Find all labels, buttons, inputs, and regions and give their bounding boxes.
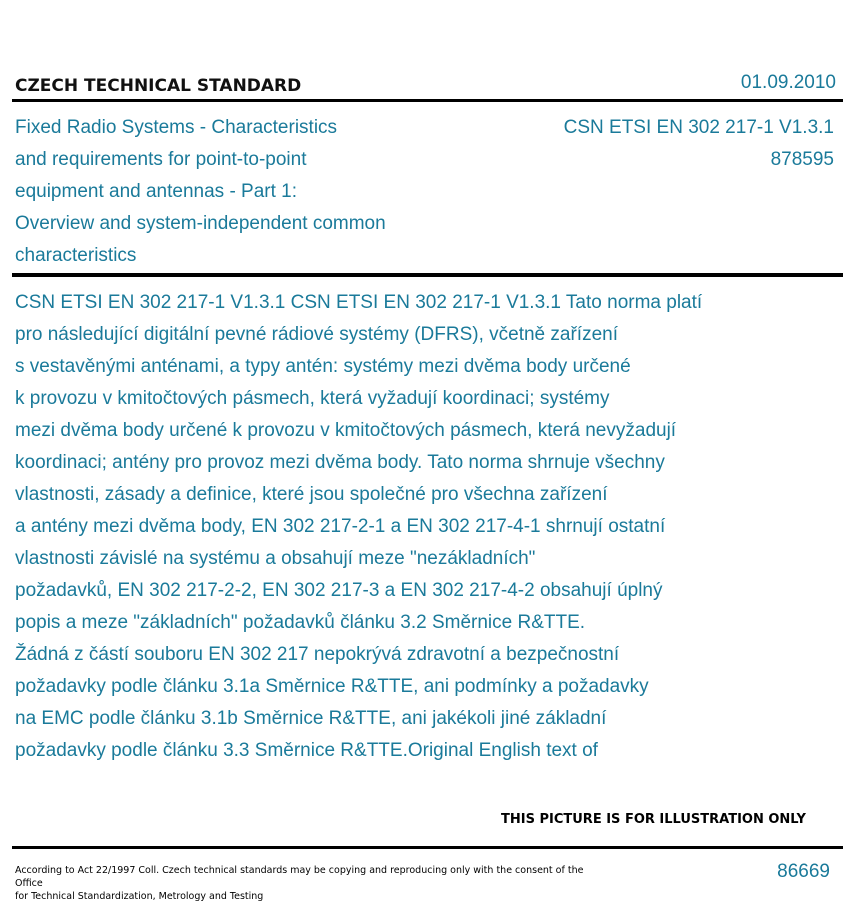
abstract-line: mezi dvěma body určené k provozu v kmitočtových pásmech, která nevyžadují <box>15 420 677 441</box>
standard-identifier <box>564 112 834 176</box>
document-id: 86669 <box>777 861 830 882</box>
footer-divider <box>12 846 843 849</box>
title-line: equipment and antennas - Part 1: <box>15 181 298 202</box>
copyright-line: for Technical Standardization, Metrology and Testing <box>15 891 264 902</box>
standard-title <box>15 112 455 272</box>
title-divider <box>12 273 843 277</box>
abstract-line: požadavky podle článku 3.1a Směrnice R&TTE, ani podmínky a požadavky <box>15 676 649 697</box>
abstract-line: popis a meze "základních" požadavků článku 3.2 Směrnice R&TTE. <box>15 612 586 633</box>
abstract-line: vlastnosti, zásady a definice, které jsou společné pro všechna zařízení <box>15 484 608 505</box>
standard-code: CSN ETSI EN 302 217-1 V1.3.1 <box>563 117 834 138</box>
abstract-line: s vestavěnými anténami, a typy antén: systémy mezi dvěma body určené <box>15 356 631 377</box>
publication-date: 01.09.2010 <box>740 72 836 93</box>
copyright-note <box>15 864 595 903</box>
abstract-line: k provozu v kmitočtových pásmech, která vyžadují koordinaci; systémy <box>15 388 610 409</box>
abstract-line: na EMC podle článku 3.1b Směrnice R&TTE, ani jakékoli jiné základní <box>15 708 607 729</box>
title-line: Overview and system-independent common <box>15 213 386 234</box>
abstract-line: požadavky podle článku 3.3 Směrnice R&TTE.Original English text of <box>15 740 598 761</box>
abstract-line: vlastnosti závislé na systému a obsahují meze "nezákladních" <box>15 548 536 569</box>
abstract-line: požadavků, EN 302 217-2-2, EN 302 217-3 a EN 302 217-4-2 obsahují úplný <box>15 580 663 601</box>
header-divider <box>12 99 843 102</box>
standard-abstract <box>15 287 815 767</box>
abstract-line: a antény mezi dvěma body, EN 302 217-2-1 a EN 302 217-4-1 shrnují ostatní <box>15 516 666 537</box>
copyright-line: According to Act 22/1997 Coll. Czech technical standards may be copying and reproducing only with the consent of the Office <box>15 865 584 889</box>
title-line: characteristics <box>15 245 137 266</box>
abstract-line: pro následující digitální pevné rádiové systémy (DFRS), včetně zařízení <box>15 324 618 345</box>
abstract-line: Žádná z částí souboru EN 302 217 nepokrývá zdravotní a bezpečnostní <box>15 644 620 665</box>
title-line: Fixed Radio Systems - Characteristics <box>15 117 338 138</box>
document-type-label: CZECH TECHNICAL STANDARD <box>15 76 302 96</box>
title-line: and requirements for point-to-point <box>15 149 307 170</box>
abstract-line: koordinaci; antény pro provoz mezi dvěma body. Tato norma shrnuje všechny <box>15 452 665 473</box>
standard-number: 878595 <box>770 149 834 170</box>
illustration-disclaimer: THIS PICTURE IS FOR ILLUSTRATION ONLY <box>501 812 806 827</box>
abstract-line: CSN ETSI EN 302 217-1 V1.3.1 CSN ETSI EN 302 217-1 V1.3.1 Tato norma platí <box>15 292 703 313</box>
